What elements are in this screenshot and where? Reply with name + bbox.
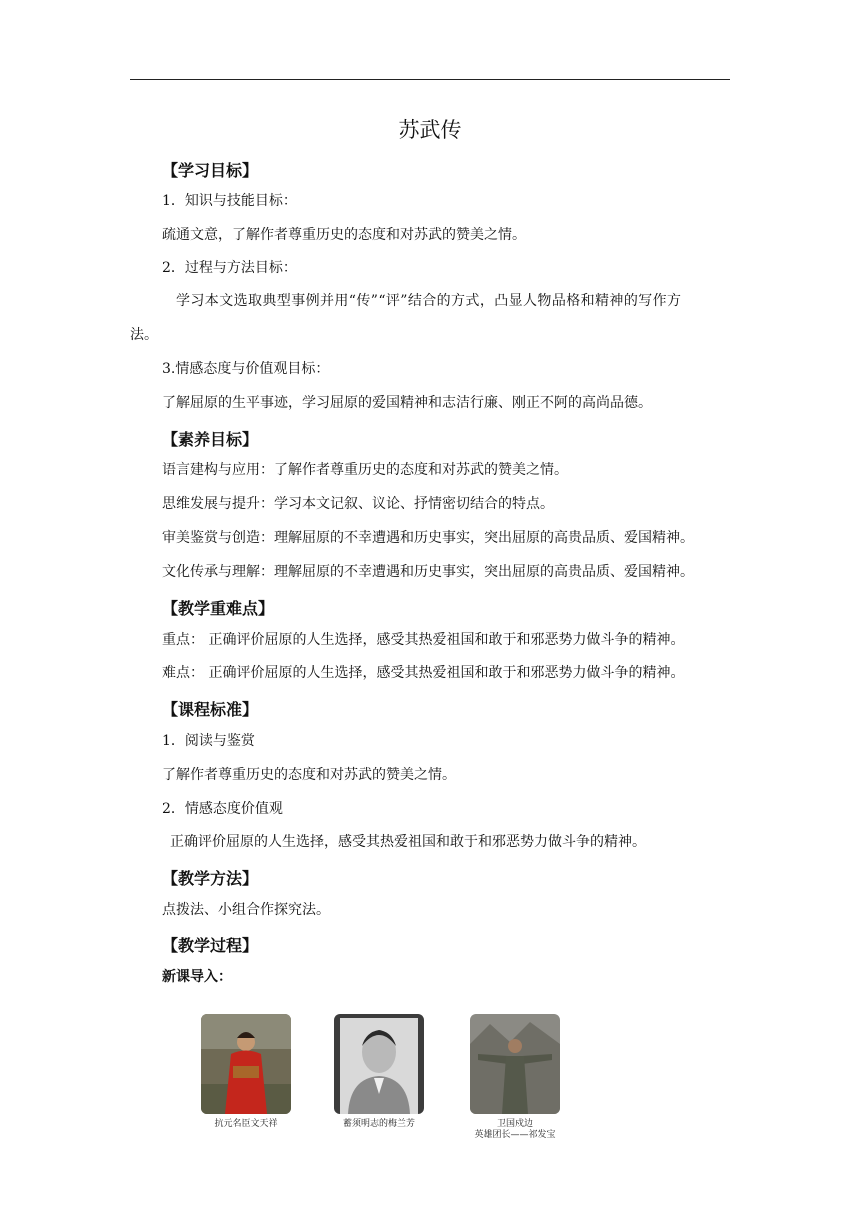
standard-reading: 1．阅读与鉴赏 — [162, 733, 255, 749]
new-lesson-intro: 新课导入： — [162, 969, 232, 985]
page-title: 苏武传 — [398, 118, 462, 142]
standard-emotion-text: 正确评价屈原的人生选择，感受其热爱祖国和敢于和邪恶势力做斗争的精神。 — [170, 834, 646, 850]
standard-reading-text: 了解作者尊重历史的态度和对苏武的赞美之情。 — [162, 767, 456, 783]
heading-key-points: 【教学重难点】 — [162, 599, 275, 618]
literacy-culture: 文化传承与理解：理解屈原的不幸遭遇和历史事实，突出屈原的高贵品质、爱国精神。 — [162, 564, 694, 580]
caption-qi-fabao-line2: 英雄团长——祁发宝 — [474, 1130, 556, 1140]
goal-knowledge-text: 疏通文意，了解作者尊重历史的态度和对苏武的赞美之情。 — [162, 227, 526, 243]
goal-process-text: 学习本文选取典型事例并用“传”“评”结合的方式，凸显人物品格和精神的写作方 — [176, 293, 682, 309]
caption-wen-tianxiang: 抗元名臣文天祥 — [214, 1119, 278, 1129]
heading-learning-goals: 【学习目标】 — [162, 161, 259, 180]
goal-emotion: 3.情感态度与价值观目标： — [162, 361, 330, 377]
photo-wen-tianxiang — [201, 1014, 291, 1114]
teaching-method-text: 点拨法、小组合作探究法。 — [162, 902, 330, 918]
heading-teaching-method: 【教学方法】 — [162, 869, 259, 888]
caption-qi-fabao — [455, 1119, 575, 1141]
goal-process-text-cont: 法。 — [130, 327, 158, 343]
goal-emotion-text: 了解屈原的生平事迹，学习屈原的爱国精神和志洁行廉、刚正不阿的高尚品德。 — [162, 395, 652, 411]
goal-process: 2．过程与方法目标： — [162, 260, 297, 276]
literacy-thinking: 思维发展与提升：学习本文记叙、议论、抒情密切结合的特点。 — [162, 496, 554, 512]
caption-mei-lanfang: 蓄须明志的梅兰芳 — [342, 1119, 415, 1129]
standard-emotion: 2．情感态度价值观 — [162, 801, 283, 817]
caption-qi-fabao-line1: 卫国戍边 — [496, 1119, 533, 1129]
literacy-language: 语言建构与应用：了解作者尊重历史的态度和对苏武的赞美之情。 — [162, 462, 568, 478]
heading-curriculum-standard: 【课程标准】 — [162, 700, 259, 719]
key-point: 重点： 正确评价屈原的人生选择，感受其热爱祖国和敢于和邪恶势力做斗争的精神。 — [162, 632, 685, 648]
photo-mei-lanfang — [334, 1014, 424, 1114]
header-rule — [130, 79, 730, 80]
goal-knowledge: 1．知识与技能目标： — [162, 193, 297, 209]
literacy-aesthetic: 审美鉴赏与创造：理解屈原的不幸遭遇和历史事实，突出屈原的高贵品质、爱国精神。 — [162, 530, 694, 546]
difficult-point: 难点： 正确评价屈原的人生选择，感受其热爱祖国和敢于和邪恶势力做斗争的精神。 — [162, 665, 685, 681]
heading-literacy-goals: 【素养目标】 — [162, 430, 259, 449]
photo-qi-fabao — [470, 1014, 560, 1114]
heading-teaching-process: 【教学过程】 — [162, 936, 259, 955]
